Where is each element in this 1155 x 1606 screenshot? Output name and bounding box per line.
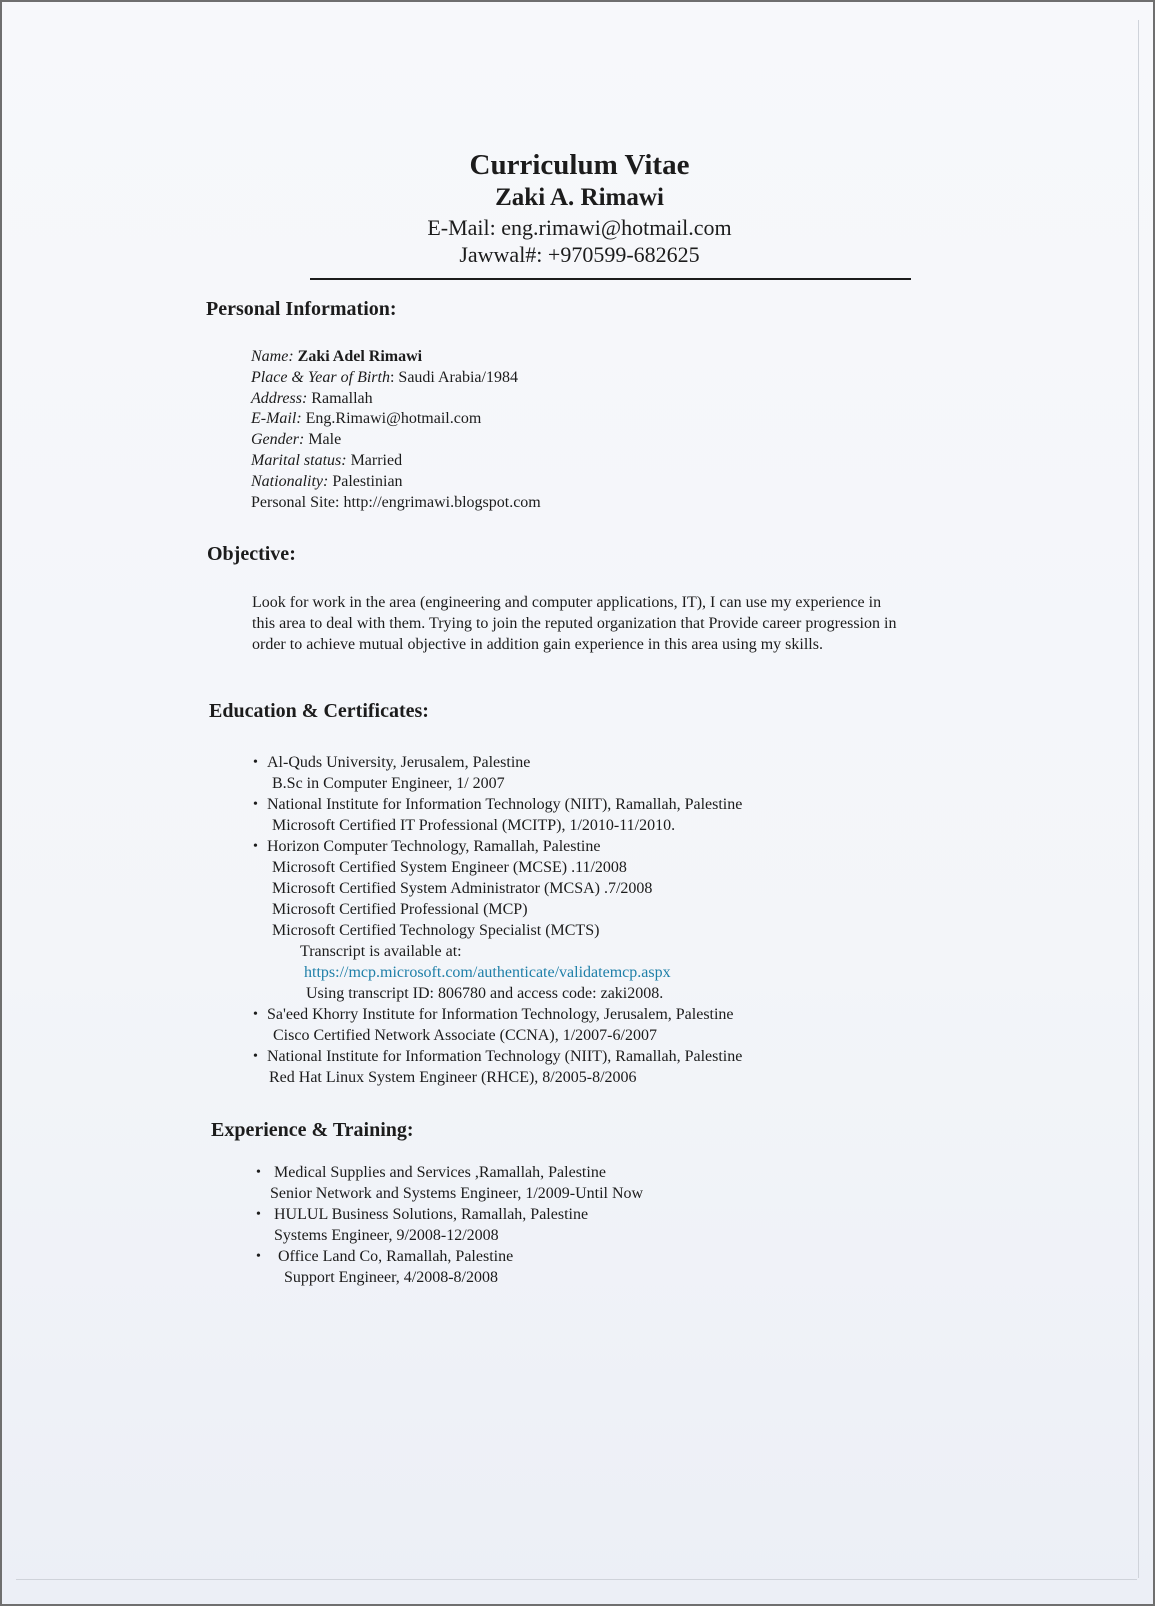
- document-title: Curriculum Vitae: [469, 149, 690, 181]
- objective-heading: Objective:: [207, 543, 296, 565]
- experience-heading: Experience & Training:: [211, 1119, 414, 1141]
- education-heading: Education & Certificates:: [209, 700, 429, 722]
- info-row-nationality: Nationality: Palestinian: [251, 472, 403, 490]
- scan-edge: [16, 1579, 1137, 1580]
- bullet: •: [253, 797, 258, 812]
- education-item: • National Institute for Information Technology (NIIT), Ramallah, Palestine Red Hat Linux System Engineer (RHCE), 8/2005-8/2006: [253, 1048, 743, 1086]
- education-item: • Horizon Computer Technology, Ramallah, Palestine Microsoft Certified System Engineer (MCSE) .11/2008 Microsoft Certified System Administrator (MCSA) .7/2008 Microsoft Certified Professional (MCP) Microsoft Certified Technology Specialist (MCTS) Transcript is available at: https://mcp.microsoft.com/authenticate/validatemcp.aspx Using transcript ID: 806780 and access code: zaki2008.: [267, 836, 742, 1004]
- experience-item: • Office Land Co, Ramallah, Palestine Support Engineer, 4/2008-8/2008: [256, 1248, 514, 1286]
- info-row-birth: Place & Year of Birth: Saudi Arabia/1984: [251, 368, 518, 386]
- objective-text: Look for work in the area (engineering and computer applications, IT), I can use my experience in this area to deal with them. Trying to join the reputed organization that Provide career progression in order to achieve mutual objective in addition gain experience in this area using my skills.: [252, 594, 897, 653]
- header-email: E-Mail: eng.rimawi@hotmail.com: [427, 215, 732, 240]
- personal-info-heading: Personal Information:: [206, 298, 397, 320]
- bullet: •: [256, 1165, 261, 1180]
- experience-list: [256, 1162, 644, 1288]
- education-item: • National Institute for Information Technology (NIIT), Ramallah, Palestine Microsoft Certified IT Professional (MCITP), 1/2010-11/2010.: [253, 796, 743, 834]
- bullet: •: [253, 1007, 258, 1022]
- experience-item: • HULUL Business Solutions, Ramallah, Palestine Systems Engineer, 9/2008-12/2008: [256, 1206, 589, 1244]
- info-row-name: Name: Zaki Adel Rimawi: [251, 348, 423, 365]
- bullet: •: [253, 1049, 258, 1064]
- education-list: [253, 752, 743, 1088]
- info-row-gender: Gender: Male: [251, 431, 342, 449]
- bullet: •: [256, 1249, 261, 1264]
- bullet: •: [253, 839, 258, 854]
- education-item: • Sa'eed Khorry Institute for Information Technology, Jerusalem, Palestine Cisco Certified Network Associate (CCNA), 1/2007-6/2007: [253, 1006, 734, 1044]
- cv-header: [2, 148, 1155, 268]
- transcript-label: Transcript is available at:: [300, 943, 462, 960]
- transcript-id: Using transcript ID: 806780 and access code: zaki2008.: [306, 985, 664, 1002]
- info-row-email: E-Mail: Eng.Rimawi@hotmail.com: [251, 410, 482, 428]
- bullet: •: [253, 755, 258, 770]
- experience-item: • Medical Supplies and Services ,Ramallah, Palestine Senior Network and Systems Engineer, 1/2009-Until Now: [256, 1164, 644, 1202]
- info-row-marital: Marital status: Married: [251, 451, 403, 469]
- header-divider: [310, 278, 911, 280]
- info-row-site: Personal Site: http://engrimawi.blogspot.com: [251, 493, 541, 511]
- education-item: • Al-Quds University, Jerusalem, Palestine B.Sc in Computer Engineer, 1/ 2007: [253, 754, 531, 792]
- header-phone: Jawwal#: +970599-682625: [459, 242, 700, 267]
- personal-info-list: [251, 347, 541, 513]
- info-row-address: Address: Ramallah: [251, 389, 373, 407]
- applicant-name: Zaki A. Rimawi: [495, 184, 664, 211]
- transcript-link[interactable]: https://mcp.microsoft.com/authenticate/validatemcp.aspx: [304, 964, 671, 981]
- bullet: •: [256, 1207, 261, 1222]
